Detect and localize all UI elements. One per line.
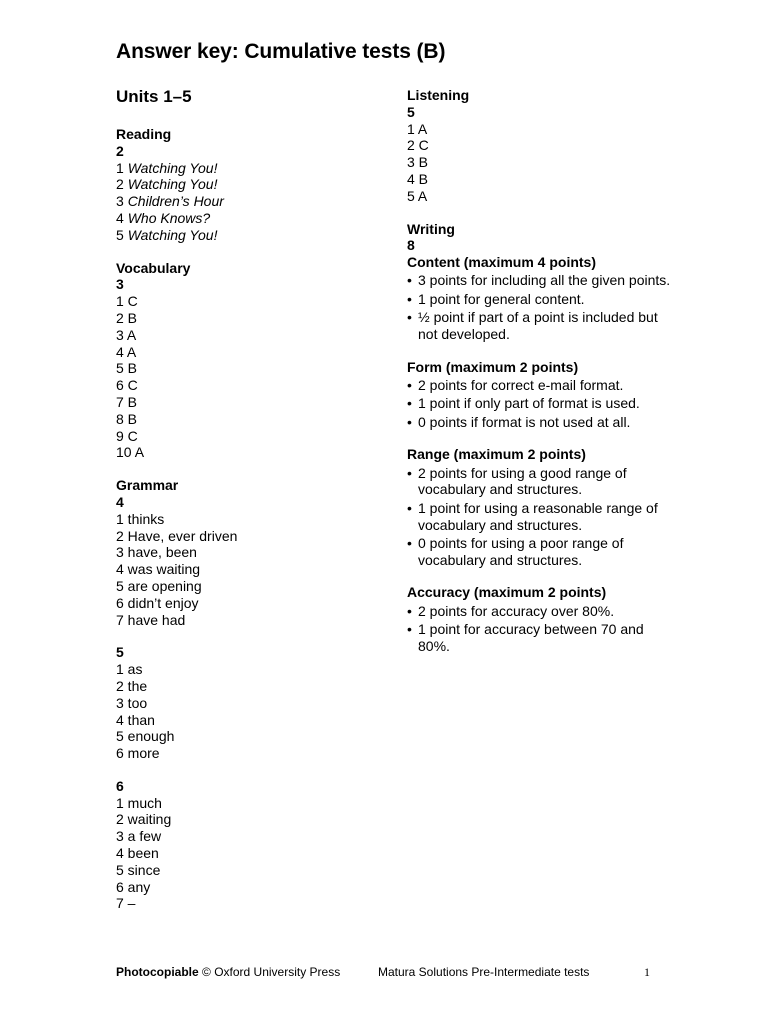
grammar-exercise-6-number: 6 [116, 777, 124, 794]
answer-item: 9 C [116, 427, 138, 444]
reading-exercise-number: 2 [116, 142, 124, 159]
criteria-bullet [407, 395, 677, 412]
criteria-bullet [407, 465, 677, 499]
answer-item: 2 C [407, 137, 429, 154]
listening-section [407, 87, 677, 205]
answer-item: 5 B [116, 360, 138, 377]
criteria-bullet [407, 603, 677, 620]
answer-item: 4 B [407, 170, 429, 187]
reading-answer-item [116, 193, 376, 210]
bullet-icon: • [407, 290, 412, 307]
bullet-text: 2 points for accuracy over 80%. [418, 602, 615, 619]
answer-item: 4 was waiting [116, 561, 201, 578]
criteria-bullet-list [407, 603, 677, 655]
reading-answer-item [116, 227, 376, 244]
bullet-icon: • [407, 309, 412, 326]
series-title: Matura Solutions Pre-Intermediate tests [378, 965, 590, 979]
criteria-bullet [407, 272, 677, 289]
item-answer: Watching You! [127, 159, 218, 176]
bullet-icon: • [407, 621, 412, 638]
answer-item: 5 are opening [116, 577, 202, 594]
listening-heading: Listening [407, 87, 470, 103]
writing-heading: Writing [407, 220, 455, 237]
criteria-block [407, 584, 677, 654]
left-column [116, 126, 376, 928]
vocabulary-exercise-number: 3 [116, 276, 124, 293]
answer-item: 6 any [116, 878, 151, 895]
grammar-exercise-6-list [116, 795, 376, 913]
document-title: Answer key: Cumulative tests (B) [116, 40, 446, 63]
item-number: 1 [116, 159, 124, 176]
answer-item: 6 C [116, 377, 138, 394]
answer-item: 3 have, been [116, 544, 197, 561]
photocopiable-label: Photocopiable [116, 965, 199, 979]
answer-item: 10 A [116, 444, 145, 461]
item-answer: Watching You! [127, 226, 218, 243]
writing-section [407, 221, 677, 655]
bullet-text: 1 point for general content. [418, 290, 585, 307]
writing-exercise-number: 8 [407, 237, 415, 254]
grammar-exercise-4-number: 4 [116, 493, 124, 510]
page-footer [116, 965, 656, 979]
answer-item: 6 didn’t enjoy [116, 594, 199, 611]
item-number: 4 [116, 209, 124, 226]
answer-item: 8 B [116, 410, 138, 427]
grammar-exercise-5-list [116, 661, 376, 762]
reading-heading: Reading [116, 126, 172, 142]
answer-item: 1 C [116, 293, 138, 310]
criteria-bullet [407, 291, 677, 308]
bullet-icon: • [407, 413, 412, 430]
item-answer: Who Knows? [127, 209, 211, 226]
answer-item: 5 A [407, 187, 428, 204]
criteria-block [407, 446, 677, 568]
answer-item: 5 enough [116, 728, 175, 745]
bullet-icon: • [407, 602, 412, 619]
bullet-icon: • [407, 376, 412, 393]
vocabulary-section [116, 260, 376, 462]
grammar-exercise-4-list [116, 511, 376, 629]
criteria-block [407, 254, 677, 342]
bullet-text: 1 point if only part of format is used. [418, 395, 640, 412]
reading-answer-item [116, 176, 376, 193]
answer-item: 6 more [116, 745, 160, 762]
bullet-icon: • [407, 395, 412, 412]
answer-item: 3 A [116, 326, 137, 343]
reading-answer-item [116, 210, 376, 227]
criteria-bullet [407, 500, 677, 534]
answer-item: 7 B [116, 393, 138, 410]
bullet-icon: • [407, 534, 412, 551]
units-heading: Units 1–5 [116, 87, 192, 106]
item-number: 5 [116, 226, 124, 243]
item-answer: Watching You! [127, 176, 218, 193]
answer-item: 2 the [116, 677, 148, 694]
answer-item: 4 A [116, 343, 137, 360]
grammar-heading: Grammar [116, 477, 179, 494]
answer-item: 4 been [116, 845, 159, 862]
bullet-text: 0 points if format is not used at all. [418, 413, 631, 430]
page-number: 1 [644, 965, 650, 979]
bullet-icon: • [407, 499, 412, 516]
bullet-text: 1 point for using a reasonable range of vocabulary and structures. [418, 499, 658, 533]
bullet-text: 3 points for including all the given points. [418, 272, 671, 289]
answer-item: 2 Have, ever driven [116, 527, 238, 544]
copyright-text: © Oxford University Press [202, 965, 341, 979]
vocabulary-answer-list [116, 293, 376, 461]
grammar-section-5 [116, 644, 376, 762]
criteria-bullet [407, 377, 677, 394]
answer-item: 2 waiting [116, 811, 172, 828]
answer-item: 3 too [116, 694, 148, 711]
reading-answer-list [116, 160, 376, 244]
item-number: 2 [116, 176, 124, 193]
answer-item: 1 A [407, 120, 428, 137]
writing-criteria [407, 254, 677, 654]
criteria-bullet-list [407, 377, 677, 430]
answer-item: 1 as [116, 661, 143, 678]
bullet-icon: • [407, 272, 412, 289]
answer-item: 3 B [407, 154, 429, 171]
bullet-text: 2 points for using a good range of vocabulary and structures. [418, 464, 627, 498]
reading-answer-item [116, 160, 376, 177]
answer-item: 5 since [116, 861, 161, 878]
answer-item: 3 a few [116, 828, 162, 845]
answer-item: 2 B [116, 309, 138, 326]
item-number: 3 [116, 193, 124, 210]
answer-item: 4 than [116, 711, 155, 728]
criteria-bullet [407, 414, 677, 431]
vocabulary-heading: Vocabulary [116, 259, 191, 276]
bullet-text: 0 points for using a poor range of vocabulary and structures. [418, 534, 624, 568]
criteria-bullet [407, 535, 677, 569]
bullet-text: 2 points for correct e-mail format. [418, 376, 624, 393]
item-answer: Children’s Hour [127, 193, 224, 210]
bullet-text: 1 point for accuracy between 70 and 80%. [418, 621, 644, 654]
answer-item: 7 have had [116, 611, 186, 628]
listening-answer-list [407, 121, 677, 205]
answer-item: 1 thinks [116, 510, 165, 527]
criteria-title: Range (maximum 2 points) [407, 446, 586, 463]
criteria-bullet [407, 309, 677, 343]
criteria-bullet [407, 621, 677, 655]
answer-item: 1 much [116, 794, 162, 811]
right-column [407, 87, 677, 671]
criteria-title: Form (maximum 2 points) [407, 358, 579, 375]
criteria-title: Content (maximum 4 points) [407, 254, 597, 271]
grammar-section-4 [116, 477, 376, 628]
criteria-title: Accuracy (maximum 2 points) [407, 584, 607, 601]
bullet-icon: • [407, 464, 412, 481]
reading-section [116, 126, 376, 244]
bullet-text: ½ point if part of a point is included but not developed. [418, 309, 658, 342]
grammar-exercise-5-number: 5 [116, 644, 124, 661]
criteria-bullet-list [407, 465, 677, 569]
answer-item: 7 – [116, 895, 136, 912]
criteria-block [407, 359, 677, 431]
criteria-bullet-list [407, 272, 677, 342]
listening-exercise-number: 5 [407, 103, 415, 120]
grammar-section-6 [116, 778, 376, 912]
